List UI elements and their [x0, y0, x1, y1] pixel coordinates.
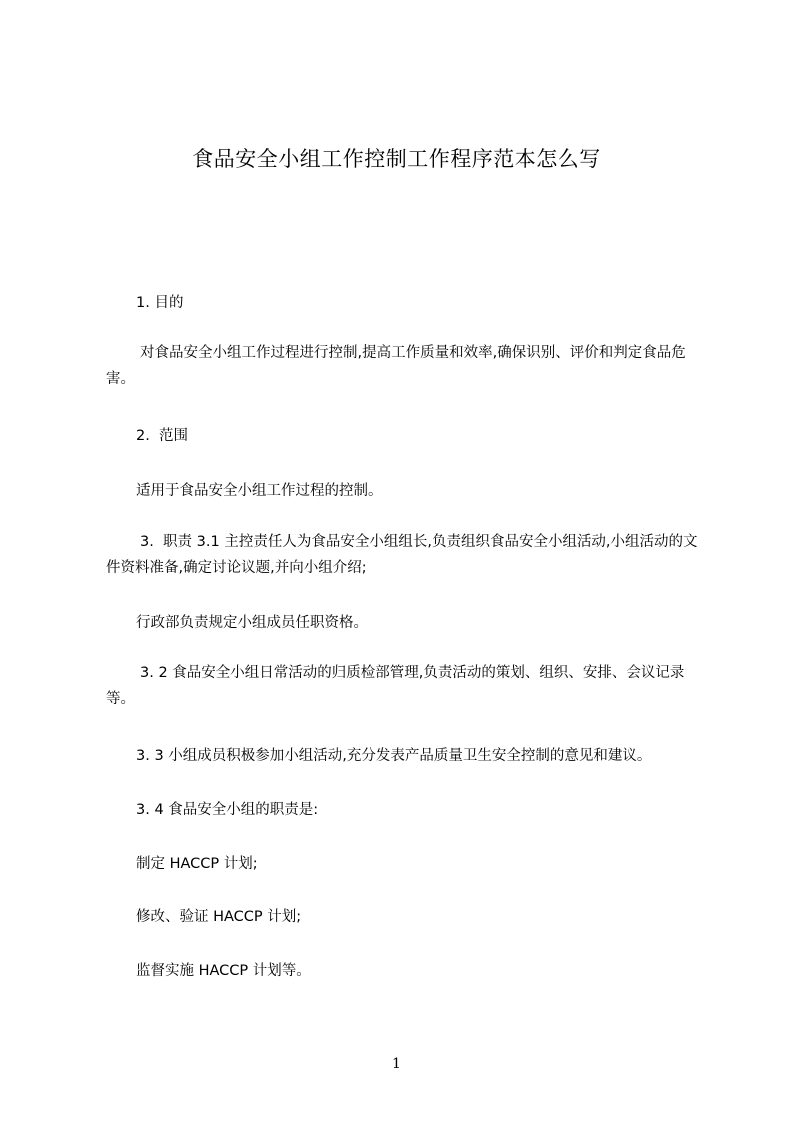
purpose-heading: 1. 目的	[136, 295, 184, 311]
responsibility-3-2-paragraph	[106, 660, 706, 712]
duty-item: 监督实施 HACCP 计划等。	[136, 963, 311, 979]
responsibility-text: 3. 职责 3.1 主控责任人为食品安全小组组长,负责组织食品安全小组活动,小组活动的文件资料准备,确定讨论议题,并向小组介绍;	[106, 534, 698, 576]
duty-item: 修改、验证 HACCP 计划;	[136, 909, 302, 925]
responsibility-3-4-text: 3. 4 食品安全小组的职责是:	[136, 802, 319, 818]
responsibility-3-3-text: 3. 3 小组成员积极参加小组活动,充分发表产品质量卫生安全控制的意见和建议。	[136, 748, 652, 764]
admin-responsibility-text: 行政部负责规定小组成员任职资格。	[136, 615, 368, 631]
responsibility-3-2-text: 3. 2 食品安全小组日常活动的归质检部管理,负责活动的策划、组织、安排、会议记录等。	[106, 665, 685, 707]
scope-text: 适用于食品安全小组工作过程的控制。	[136, 483, 383, 499]
document-title: 食品安全小组工作控制工作程序范本怎么写	[192, 147, 601, 171]
responsibility-paragraph	[106, 529, 706, 581]
purpose-paragraph	[106, 340, 706, 392]
purpose-text: 对食品安全小组工作过程进行控制,提高工作质量和效率,确保识别、评价和判定食品危害。	[106, 345, 686, 387]
duty-item: 制定 HACCP 计划;	[136, 856, 258, 872]
page-number: 1	[392, 1056, 401, 1072]
scope-heading: 2. 范围	[136, 428, 189, 444]
